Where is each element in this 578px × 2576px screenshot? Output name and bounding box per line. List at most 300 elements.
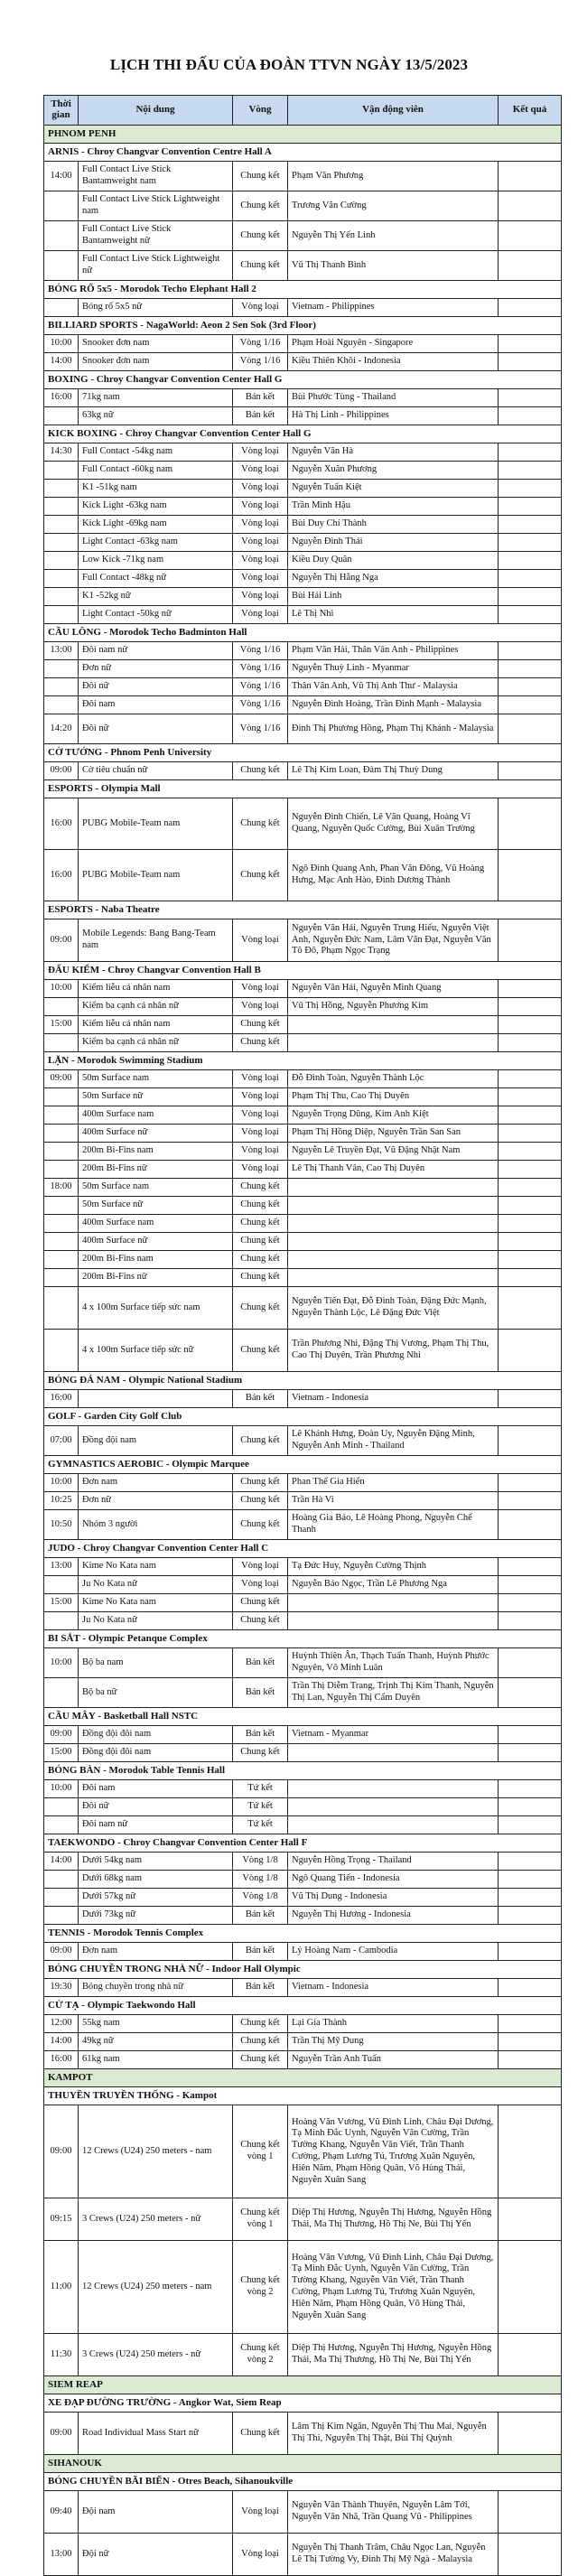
- event-athletes: Vũ Thị Hồng, Nguyễn Phương Kim: [288, 998, 499, 1016]
- event-time: 10:00: [44, 1780, 79, 1798]
- region-name: KAMPOT: [44, 2069, 562, 2087]
- event-round: Vòng 1/16: [233, 642, 288, 660]
- event-result: [499, 552, 562, 570]
- event-content: Nhóm 3 người: [79, 1510, 233, 1540]
- event-result: [499, 1979, 562, 1997]
- event-result: [499, 1744, 562, 1762]
- table-row: [44, 998, 562, 1016]
- event-result: [499, 696, 562, 714]
- event-result: [499, 1558, 562, 1576]
- event-result: [499, 1678, 562, 1708]
- event-time: [44, 480, 79, 498]
- event-time: 16:00: [44, 2051, 79, 2069]
- event-time: [44, 1816, 79, 1834]
- event-athletes: Nguyễn Thuỳ Linh - Myanmar: [288, 660, 499, 678]
- table-row: [44, 1233, 562, 1251]
- table-row: [44, 606, 562, 624]
- event-round: Vòng 1/8: [233, 1853, 288, 1871]
- event-athletes: Nguyễn Xuân Phương: [288, 462, 499, 480]
- sport-venue-row: [44, 1762, 562, 1780]
- event-athletes: Trần Phương Nhi, Đặng Thị Vương, Phạm Thị Thu, Cao Thị Duyên, Trần Phương Nhi: [288, 1330, 499, 1372]
- event-result: [499, 1215, 562, 1233]
- event-round: Bán kết: [233, 389, 288, 407]
- event-round: Vòng loại: [233, 980, 288, 998]
- event-round: Vòng loại: [233, 443, 288, 462]
- event-time: [44, 1197, 79, 1215]
- event-round: Vòng loại: [233, 2491, 288, 2534]
- event-time: [44, 1871, 79, 1889]
- event-time: 09:00: [44, 762, 79, 780]
- event-athletes: Phạm Hoài Nguyên - Singapore: [288, 335, 499, 353]
- sport-venue-name: GOLF - Garden City Golf Club: [44, 1408, 562, 1426]
- sport-venue-name: ESPORTS - Naba Theatre: [44, 901, 562, 919]
- event-athletes: Nguyễn Đình Thái: [288, 534, 499, 552]
- table-row: [44, 1070, 562, 1088]
- table-row: [44, 714, 562, 744]
- event-athletes: Nguyễn Đình Chiến, Lê Văn Quang, Hoàng Vĩ Quang, Nguyễn Quốc Cường, Bùi Xuân Trường: [288, 798, 499, 850]
- event-result: [499, 1269, 562, 1287]
- event-athletes: Hà Thị Linh - Philippines: [288, 407, 499, 425]
- event-athletes: Lâm Thị Kim Ngân, Nguyễn Thị Thu Mai, Nguyễn Thị Thi, Nguyễn Thị Thật, Bùi Thị Quỳnh: [288, 2413, 499, 2455]
- event-time: 19:30: [44, 1979, 79, 1997]
- event-athletes: Lê Thị Thanh Vân, Cao Thị Duyên: [288, 1161, 499, 1179]
- table-row: [44, 1510, 562, 1540]
- event-round: Chung kết: [233, 2015, 288, 2033]
- table-row: [44, 443, 562, 462]
- event-round: Chung kết: [233, 1233, 288, 1251]
- event-result: [499, 850, 562, 901]
- table-header-row: [44, 96, 562, 126]
- event-round: Chung kết: [233, 2413, 288, 2455]
- event-content: 200m Bi-Fins nam: [79, 1251, 233, 1269]
- event-athletes: [288, 1016, 499, 1034]
- column-header-content: Nội dung: [79, 96, 233, 126]
- event-time: 14:30: [44, 443, 79, 462]
- event-athletes: Hoàng Văn Vương, Vũ Đình Linh, Châu Đại Dương, Tạ Minh Đắc Uynh, Nguyễn Văn Cường, Trần Tường Khang, Nguyễn Văn Viết, Trần Thanh Cường, Phạm Lương Tú, Trương Xuân Nguyên, Hiên Năm, Phạm Hồng Quân, Võ Hùng Thái, Nguyễn Xuân Sang: [288, 2105, 499, 2198]
- sport-venue-row: [44, 624, 562, 642]
- event-result: [499, 2413, 562, 2455]
- event-athletes: [288, 1798, 499, 1816]
- event-content: PUBG Mobile-Team nam: [79, 850, 233, 901]
- event-content: Snooker đơn nam: [79, 353, 233, 371]
- event-athletes: [288, 1215, 499, 1233]
- event-result: [499, 1251, 562, 1269]
- event-content: Bộ ba nam: [79, 1648, 233, 1678]
- table-row: [44, 1853, 562, 1871]
- table-row: [44, 1726, 562, 1744]
- event-time: [44, 1143, 79, 1161]
- event-round: Tứ kết: [233, 1816, 288, 1834]
- event-result: [499, 762, 562, 780]
- event-content: Full Contact Live Stick Lightweight nữ: [79, 251, 233, 281]
- sport-venue-name: THUYỀN TRUYỀN THỐNG - Kampot: [44, 2087, 562, 2105]
- event-result: [499, 480, 562, 498]
- event-round: Tứ kết: [233, 1798, 288, 1816]
- event-round: Bán kết: [233, 1648, 288, 1678]
- event-athletes: Trần Minh Hậu: [288, 498, 499, 516]
- event-result: [499, 443, 562, 462]
- event-result: [499, 1233, 562, 1251]
- event-result: [499, 299, 562, 317]
- event-time: [44, 1215, 79, 1233]
- event-time: [44, 1161, 79, 1179]
- table-row: [44, 389, 562, 407]
- page-title: LỊCH THI ĐẤU CỦA ĐOÀN TTVN NGÀY 13/5/2023: [109, 56, 469, 73]
- event-athletes: Nguyễn Đình Hoàng, Trần Đình Mạnh - Malaysia: [288, 696, 499, 714]
- sport-venue-name: BÓNG BÀN - Morodok Table Tennis Hall: [44, 1762, 562, 1780]
- event-result: [499, 1016, 562, 1034]
- table-row: [44, 2491, 562, 2534]
- event-content: Đôi nam nữ: [79, 642, 233, 660]
- event-content: 200m Bi-Fins nam: [79, 1143, 233, 1161]
- event-athletes: [288, 1816, 499, 1834]
- sport-venue-row: [44, 2087, 562, 2105]
- table-row: [44, 2015, 562, 2033]
- event-round: Bán kết: [233, 1907, 288, 1925]
- table-row: [44, 353, 562, 371]
- event-athletes: Vietnam - Myanmar: [288, 1726, 499, 1744]
- sport-venue-name: JUDO - Chroy Changvar Convention Center Hall C: [44, 1540, 562, 1558]
- event-result: [499, 2033, 562, 2051]
- event-content: Đơn nữ: [79, 660, 233, 678]
- event-content: Kime No Kata nam: [79, 1558, 233, 1576]
- sport-venue-row: [44, 2473, 562, 2491]
- event-time: [44, 462, 79, 480]
- event-athletes: Phạm Thị Hồng Diệp, Nguyễn Trần San San: [288, 1125, 499, 1143]
- event-time: 12:00: [44, 2015, 79, 2033]
- event-round: Chung kết: [233, 850, 288, 901]
- event-content: Đồng đội nam: [79, 1426, 233, 1456]
- event-time: [44, 1233, 79, 1251]
- event-athletes: Huỳnh Thiên Ân, Thạch Tuấn Thanh, Huỳnh Phước Nguyên, Võ Minh Luân: [288, 1648, 499, 1678]
- table-row: [44, 1780, 562, 1798]
- event-round: Vòng 1/16: [233, 335, 288, 353]
- event-round: Chung kết: [233, 1287, 288, 1330]
- table-row: [44, 516, 562, 534]
- event-round: Vòng 1/16: [233, 714, 288, 744]
- event-result: [499, 353, 562, 371]
- table-row: [44, 1648, 562, 1678]
- region-name: PHNOM PENH: [44, 126, 562, 144]
- event-result: [499, 251, 562, 281]
- event-athletes: Hoàng Gia Bảo, Lê Hoàng Phong, Nguyễn Chế Thanh: [288, 1510, 499, 1540]
- event-athletes: Phạm Văn Hải, Thân Vân Anh - Philippines: [288, 642, 499, 660]
- event-result: [499, 2241, 562, 2334]
- table-row: [44, 1907, 562, 1925]
- table-row: [44, 588, 562, 606]
- event-round: Vòng loại: [233, 1070, 288, 1088]
- table-row: [44, 2334, 562, 2376]
- event-athletes: Vũ Thị Thanh Bình: [288, 251, 499, 281]
- table-row: [44, 1197, 562, 1215]
- event-time: [44, 299, 79, 317]
- event-time: [44, 660, 79, 678]
- table-row: [44, 2033, 562, 2051]
- table-row: [44, 660, 562, 678]
- event-round: Chung kết: [233, 762, 288, 780]
- sport-venue-name: KICK BOXING - Chroy Changvar Convention Center Hall G: [44, 425, 562, 443]
- event-round: Vòng loại: [233, 588, 288, 606]
- event-time: 18:00: [44, 1179, 79, 1197]
- event-athletes: Nguyễn Thị Yến Linh: [288, 221, 499, 251]
- event-result: [499, 1510, 562, 1540]
- event-content: 200m Bi-Fins nữ: [79, 1269, 233, 1287]
- event-result: [499, 1780, 562, 1798]
- event-content: PUBG Mobile-Team nam: [79, 798, 233, 850]
- event-time: 13:00: [44, 1558, 79, 1576]
- sport-venue-row: [44, 1630, 562, 1648]
- event-time: [44, 606, 79, 624]
- event-time: 14:00: [44, 162, 79, 191]
- event-round: Chung kết vòng 1: [233, 2198, 288, 2241]
- event-round: Chung kết: [233, 1744, 288, 1762]
- event-athletes: Lê Thị Kim Loan, Đàm Thị Thuỳ Dung: [288, 762, 499, 780]
- event-athletes: [288, 1179, 499, 1197]
- sport-venue-row: [44, 1408, 562, 1426]
- event-result: [499, 221, 562, 251]
- event-athletes: Nguyễn Thị Hằng Nga: [288, 570, 499, 588]
- table-row: [44, 1678, 562, 1708]
- event-round: Vòng loại: [233, 480, 288, 498]
- event-time: [44, 1106, 79, 1125]
- table-row: [44, 798, 562, 850]
- event-content: Đơn nam: [79, 1474, 233, 1492]
- region-name: SIEM REAP: [44, 2376, 562, 2394]
- event-athletes: Vietnam - Philippines: [288, 299, 499, 317]
- event-athletes: Phạm Thị Thu, Cao Thị Duyên: [288, 1088, 499, 1106]
- table-row: [44, 534, 562, 552]
- event-athletes: [288, 1034, 499, 1052]
- sport-venue-row: [44, 144, 562, 162]
- event-athletes: [288, 1744, 499, 1762]
- event-result: [499, 980, 562, 998]
- event-round: Chung kết: [233, 1474, 288, 1492]
- event-athletes: Diệp Thị Hương, Nguyễn Thị Hương, Nguyễn Hồng Thái, Ma Thị Thương, Hồ Thị Ne, Bùi Thị Yến: [288, 2198, 499, 2241]
- sport-venue-row: [44, 1372, 562, 1390]
- event-athletes: Nguyễn Trần Anh Tuấn: [288, 2051, 499, 2069]
- table-row: [44, 1179, 562, 1197]
- event-time: 15:00: [44, 1594, 79, 1612]
- table-row: [44, 1287, 562, 1330]
- column-header-athletes: Vận động viên: [288, 96, 499, 126]
- table-row: [44, 2241, 562, 2334]
- table-row: [44, 251, 562, 281]
- table-row: [44, 1816, 562, 1834]
- event-content: 55kg nam: [79, 2015, 233, 2033]
- event-athletes: Nguyễn Lê Truyền Đạt, Vũ Đặng Nhật Nam: [288, 1143, 499, 1161]
- event-content: 50m Surface nữ: [79, 1197, 233, 1215]
- event-round: Chung kết: [233, 1215, 288, 1233]
- event-round: Vòng loại: [233, 1576, 288, 1594]
- event-content: Road Individual Mass Start nữ: [79, 2413, 233, 2455]
- event-content: Ju No Kata nữ: [79, 1576, 233, 1594]
- sport-venue-row: [44, 1834, 562, 1853]
- event-round: Vòng loại: [233, 498, 288, 516]
- event-result: [499, 1125, 562, 1143]
- sport-venue-name: BI SẮT - Olympic Petanque Complex: [44, 1630, 562, 1648]
- event-result: [499, 1889, 562, 1907]
- table-row: [44, 1889, 562, 1907]
- event-athletes: Nguyễn Văn Hải, Nguyễn Minh Quang: [288, 980, 499, 998]
- event-time: [44, 1287, 79, 1330]
- event-round: Vòng 1/16: [233, 660, 288, 678]
- event-result: [499, 2105, 562, 2198]
- event-result: [499, 2491, 562, 2534]
- event-result: [499, 1034, 562, 1052]
- event-result: [499, 1943, 562, 1961]
- event-content: Đôi nữ: [79, 714, 233, 744]
- table-row: [44, 1798, 562, 1816]
- event-round: Chung kết: [233, 1330, 288, 1372]
- event-time: [44, 251, 79, 281]
- event-content: K1 -52kg nữ: [79, 588, 233, 606]
- event-athletes: [288, 1594, 499, 1612]
- event-athletes: Kiều Thiên Khôi - Indonesia: [288, 353, 499, 371]
- event-result: [499, 678, 562, 696]
- event-athletes: Lê Khánh Hưng, Đoàn Uy, Nguyễn Đặng Minh, Nguyễn Anh Minh - Thailand: [288, 1426, 499, 1456]
- event-round: Vòng 1/8: [233, 1871, 288, 1889]
- table-row: [44, 1979, 562, 1997]
- event-athletes: Vietnam - Indonesia: [288, 1390, 499, 1408]
- event-athletes: Hoàng Văn Vương, Vũ Đình Linh, Châu Đại Dương, Tạ Minh Đắc Uynh, Nguyễn Văn Cường, Trần Tường Khang, Nguyễn Văn Viết, Trần Thanh Cường, Phạm Lương Tú, Trương Xuân Nguyên, Hiên Năm, Phạm Hồng Quân, Võ Hùng Thái, Nguyễn Xuân Sang: [288, 2241, 499, 2334]
- event-content: Mobile Legends: Bang Bang-Team nam: [79, 919, 233, 962]
- event-athletes: Phan Thế Gia Hiển: [288, 1474, 499, 1492]
- event-content: Đôi nam nữ: [79, 1816, 233, 1834]
- sport-venue-row: [44, 281, 562, 299]
- event-content: 71kg nam: [79, 389, 233, 407]
- event-content: Kiếm ba cạnh cá nhân nữ: [79, 998, 233, 1016]
- event-time: [44, 1125, 79, 1143]
- table-row: [44, 1251, 562, 1269]
- event-time: 10:00: [44, 335, 79, 353]
- event-time: 11:00: [44, 2241, 79, 2334]
- event-content: 50m Surface nữ: [79, 1088, 233, 1106]
- event-content: Kiếm liễu cá nhân nam: [79, 1016, 233, 1034]
- event-content: 400m Surface nam: [79, 1106, 233, 1125]
- event-time: 09:00: [44, 1070, 79, 1088]
- table-row: [44, 2051, 562, 2069]
- event-round: Chung kết: [233, 1179, 288, 1197]
- event-content: Đôi nữ: [79, 1798, 233, 1816]
- event-athletes: Trần Thị Diễm Trang, Trịnh Thị Kim Thanh, Nguyễn Thị Lan, Nguyễn Thị Cẩm Duyên: [288, 1678, 499, 1708]
- table-row: [44, 1871, 562, 1889]
- event-time: [44, 407, 79, 425]
- event-athletes: Diệp Thị Hương, Nguyễn Thị Hương, Nguyễn Hồng Thái, Ma Thị Thương, Hồ Thị Ne, Bùi Thị Yến: [288, 2334, 499, 2376]
- event-athletes: Nguyễn Bảo Ngọc, Trần Lê Phương Nga: [288, 1576, 499, 1594]
- event-time: [44, 1678, 79, 1708]
- event-result: [499, 1853, 562, 1871]
- event-round: Vòng loại: [233, 570, 288, 588]
- event-result: [499, 1179, 562, 1197]
- event-athletes: Ngô Đình Quang Anh, Phan Văn Đông, Vũ Hoàng Hưng, Mạc Anh Hào, Đinh Dương Thành: [288, 850, 499, 901]
- event-time: 13:00: [44, 2534, 79, 2576]
- event-content: Full Contact -48kg nữ: [79, 570, 233, 588]
- event-result: [499, 1106, 562, 1125]
- sport-venue-row: [44, 371, 562, 389]
- event-time: 09:00: [44, 1943, 79, 1961]
- event-content: 50m Surface nam: [79, 1070, 233, 1088]
- event-content: 12 Crews (U24) 250 meters - nam: [79, 2105, 233, 2198]
- table-row: [44, 570, 562, 588]
- event-content: 3 Crews (U24) 250 meters - nữ: [79, 2198, 233, 2241]
- sport-venue-name: LẶN - Morodok Swimming Stadium: [44, 1052, 562, 1070]
- sport-venue-row: [44, 901, 562, 919]
- event-time: [44, 1889, 79, 1907]
- event-content: Ju No Kata nữ: [79, 1612, 233, 1630]
- event-result: [499, 1907, 562, 1925]
- event-round: Vòng 1/16: [233, 696, 288, 714]
- event-content: Low Kick -71kg nam: [79, 552, 233, 570]
- event-round: Bán kết: [233, 407, 288, 425]
- region-row: [44, 2455, 562, 2473]
- event-time: 07:00: [44, 1426, 79, 1456]
- event-round: Chung kết: [233, 162, 288, 191]
- event-result: [499, 2015, 562, 2033]
- event-content: Đơn nữ: [79, 1492, 233, 1510]
- table-row: [44, 1943, 562, 1961]
- event-result: [499, 1492, 562, 1510]
- event-time: [44, 1798, 79, 1816]
- event-result: [499, 1161, 562, 1179]
- table-row: [44, 1269, 562, 1287]
- sport-venue-name: XE ĐẠP ĐƯỜNG TRƯỜNG - Angkor Wat, Siem Reap: [44, 2394, 562, 2413]
- event-athletes: [288, 1197, 499, 1215]
- event-athletes: [288, 1269, 499, 1287]
- event-round: Chung kết: [233, 1016, 288, 1034]
- event-athletes: Nguyễn Thị Hương - Indonesia: [288, 1907, 499, 1925]
- event-round: Chung kết: [233, 1492, 288, 1510]
- event-round: Vòng 1/16: [233, 678, 288, 696]
- event-round: Bán kết: [233, 1390, 288, 1408]
- event-result: [499, 516, 562, 534]
- region-row: [44, 2376, 562, 2394]
- event-content: Kime No Kata nam: [79, 1594, 233, 1612]
- event-athletes: Thân Vân Anh, Vũ Thị Anh Thư - Malaysia: [288, 678, 499, 696]
- event-content: Kick Light -69kg nam: [79, 516, 233, 534]
- table-row: [44, 221, 562, 251]
- event-time: 16:00: [44, 798, 79, 850]
- event-time: [44, 1088, 79, 1106]
- event-content: Đơn nam: [79, 1943, 233, 1961]
- event-athletes: [288, 1612, 499, 1630]
- event-round: Vòng 1/16: [233, 353, 288, 371]
- table-row: [44, 552, 562, 570]
- event-content: Full Contact Live Stick Lightweight nam: [79, 191, 233, 221]
- event-result: [499, 1390, 562, 1408]
- event-athletes: Đỗ Đình Toàn, Nguyễn Thành Lộc: [288, 1070, 499, 1088]
- event-result: [499, 642, 562, 660]
- event-content: Đồng đội đôi nam: [79, 1744, 233, 1762]
- column-header-round: Vòng: [233, 96, 288, 126]
- table-row: [44, 678, 562, 696]
- table-row: [44, 1330, 562, 1372]
- event-content: 400m Surface nữ: [79, 1233, 233, 1251]
- event-athletes: Kiều Duy Quân: [288, 552, 499, 570]
- schedule-table: [43, 95, 562, 2576]
- sport-venue-name: CẦU MÂY - Basketball Hall NSTC: [44, 1708, 562, 1726]
- event-round: Vòng loại: [233, 1088, 288, 1106]
- event-time: 10:50: [44, 1510, 79, 1540]
- table-row: [44, 1215, 562, 1233]
- event-time: [44, 534, 79, 552]
- event-round: Bán kết: [233, 1678, 288, 1708]
- event-round: Chung kết: [233, 1510, 288, 1540]
- event-time: 09:00: [44, 2413, 79, 2455]
- table-row: [44, 2105, 562, 2198]
- event-content: Light Contact -63kg nam: [79, 534, 233, 552]
- table-row: [44, 335, 562, 353]
- event-round: Vòng loại: [233, 1125, 288, 1143]
